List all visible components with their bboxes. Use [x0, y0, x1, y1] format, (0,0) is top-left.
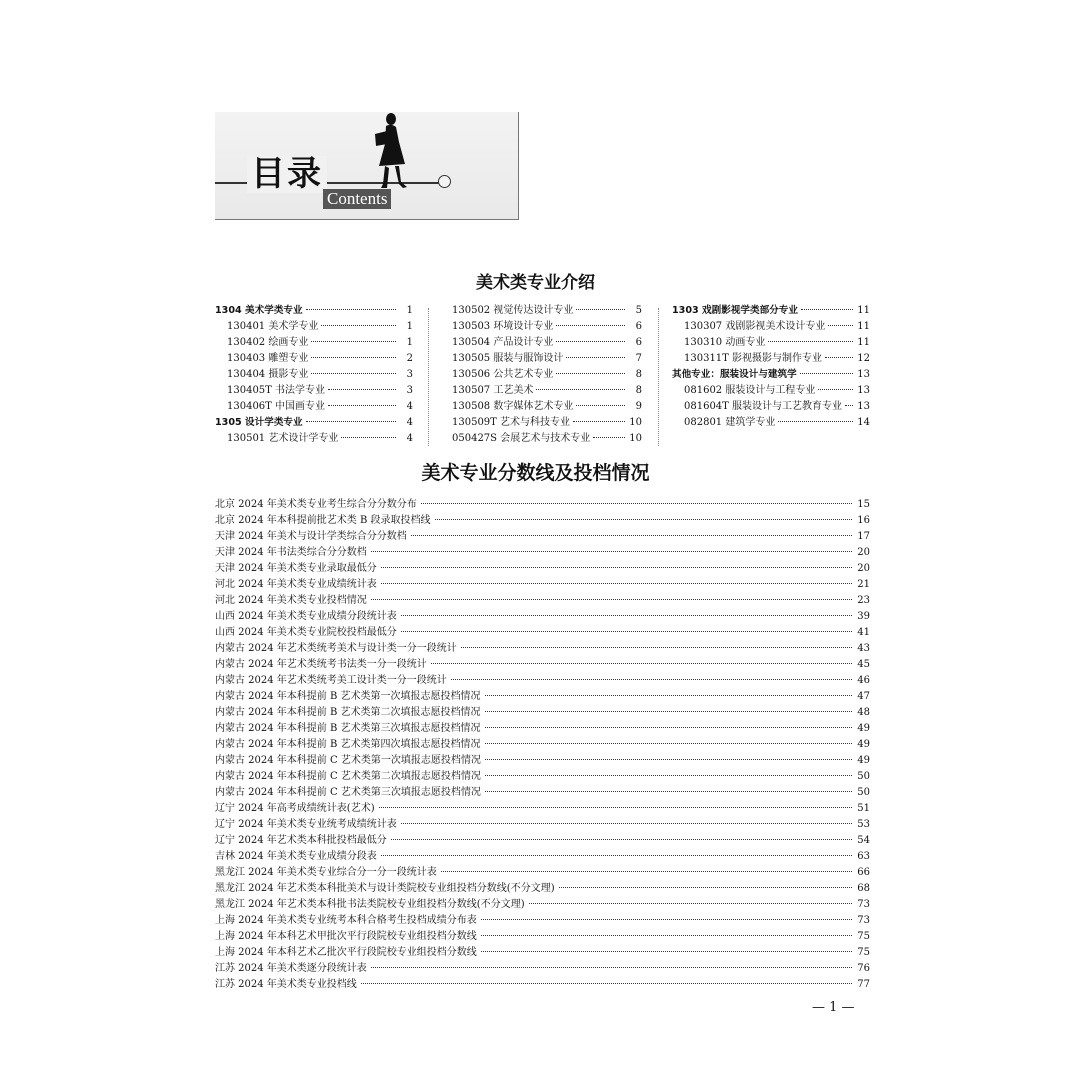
- toc-entry[interactable]: [215, 945, 870, 961]
- toc-entry-title: 北京 2024 年本科提前批艺术类 B 段录取投档线: [215, 515, 431, 526]
- dot-leader: [411, 535, 852, 536]
- dot-leader: [461, 647, 852, 648]
- toc-entry[interactable]: [215, 881, 870, 897]
- toc-entry-page: 8: [635, 385, 642, 396]
- dot-leader: [556, 373, 625, 374]
- toc-entry-page: 68: [857, 883, 870, 894]
- toc-entry-page: 46: [857, 675, 870, 686]
- toc-entry-page: 3: [406, 385, 413, 396]
- dot-leader: [381, 567, 852, 568]
- toc-entry-title: 河北 2024 年美术类专业成绩统计表: [215, 579, 377, 590]
- header-circle-ornament: [438, 175, 451, 188]
- toc-entry[interactable]: [215, 753, 870, 769]
- toc-entry[interactable]: [215, 769, 870, 785]
- toc-entry-page: 21: [857, 579, 870, 590]
- dot-leader: [566, 357, 625, 358]
- toc-entry-page: 8: [635, 369, 642, 380]
- dot-leader: [825, 357, 853, 358]
- toc-entry[interactable]: [215, 801, 870, 817]
- toc-entry[interactable]: [215, 705, 870, 721]
- toc-entry[interactable]: [215, 961, 870, 977]
- toc-entry-page: 47: [857, 691, 870, 702]
- toc-entry[interactable]: [215, 545, 870, 561]
- toc-entry-title: 山西 2024 年美术类专业院校投档最低分: [215, 627, 397, 638]
- toc-entry-page: 12: [857, 353, 870, 364]
- toc-entry-title: 130401 美术学专业: [227, 321, 319, 332]
- dot-leader: [485, 711, 852, 712]
- toc-entry-page: 9: [635, 401, 642, 412]
- dot-leader: [341, 437, 396, 438]
- toc-entry[interactable]: [215, 641, 870, 657]
- toc-entry-title: 黑龙江 2024 年艺术类本科批书法类院校专业组投档分数线(不分文理): [215, 899, 525, 910]
- toc-entry-page: 53: [857, 819, 870, 830]
- dot-leader: [481, 919, 852, 920]
- dot-leader: [485, 791, 852, 792]
- toc-entry[interactable]: [215, 737, 870, 753]
- toc-entry-page: 51: [857, 803, 870, 814]
- toc-entry[interactable]: [215, 561, 870, 577]
- dot-leader: [401, 631, 852, 632]
- toc-entry-title: 天津 2024 年美术与设计学类综合分分数档: [215, 531, 407, 542]
- toc-entry-page: 14: [857, 417, 870, 428]
- toc-entry-title: 河北 2024 年美术类专业投档情况: [215, 595, 367, 606]
- toc-column-3: [672, 303, 870, 431]
- toc-entry[interactable]: [215, 335, 413, 351]
- dot-leader: [451, 679, 852, 680]
- section1-title: 美术类专业介绍: [476, 273, 595, 293]
- dot-leader: [536, 389, 625, 390]
- toc-entry-title: 内蒙古 2024 年本科提前 C 艺术类第一次填报志愿投档情况: [215, 755, 481, 766]
- dot-leader: [371, 551, 852, 552]
- dot-leader: [381, 855, 852, 856]
- toc-entry-title: 130501 艺术设计学专业: [227, 433, 339, 444]
- toc-entry-title: 辽宁 2024 年艺术类本科批投档最低分: [215, 835, 387, 846]
- toc-entry-page: 50: [857, 771, 870, 782]
- toc-entry-title: 内蒙古 2024 年本科提前 B 艺术类第三次填报志愿投档情况: [215, 723, 481, 734]
- toc-entry-page: 6: [635, 337, 642, 348]
- page-number: — 1 —: [812, 1000, 855, 1015]
- toc-entry-title: 130504 产品设计专业: [452, 337, 554, 348]
- dot-leader: [311, 341, 396, 342]
- toc-entry[interactable]: [215, 689, 870, 705]
- dot-leader: [401, 615, 852, 616]
- dot-leader: [311, 373, 396, 374]
- toc-entry[interactable]: [215, 497, 870, 513]
- toc-entry-title: 黑龙江 2024 年艺术类本科批美术与设计类院校专业组投档分数线(不分文理): [215, 883, 555, 894]
- toc-entry[interactable]: [215, 625, 870, 641]
- toc-entry-page: 54: [857, 835, 870, 846]
- dot-leader: [556, 325, 625, 326]
- toc-entry-title: 江苏 2024 年美术类专业投档线: [215, 979, 357, 990]
- toc-entry[interactable]: [215, 431, 413, 447]
- toc-entry-title: 130403 雕塑专业: [227, 353, 309, 364]
- toc-entry[interactable]: [215, 977, 870, 993]
- toc-entry-page: 49: [857, 739, 870, 750]
- toc-entry-page: 4: [406, 417, 413, 428]
- section2-title: 美术专业分数线及投档情况: [421, 462, 650, 484]
- dot-leader: [481, 951, 852, 952]
- contents-header: [215, 112, 519, 220]
- contents-title-cn: 目录: [247, 156, 327, 193]
- toc-entry-title: 江苏 2024 年美术类逐分段统计表: [215, 963, 367, 974]
- toc-entry-title: 050427S 会展艺术与技术专业: [452, 433, 591, 444]
- toc-entry[interactable]: [215, 415, 413, 431]
- toc-entry[interactable]: [215, 817, 870, 833]
- toc-entry-title: 081604T 服装设计与工艺教育专业: [684, 401, 843, 412]
- toc-entry-page: 75: [857, 947, 870, 958]
- dot-leader: [828, 325, 853, 326]
- toc-entry-title: 内蒙古 2024 年艺术类统考美工设计类一分一段统计: [215, 675, 447, 686]
- toc-entry-title: 内蒙古 2024 年本科提前 B 艺术类第四次填报志愿投档情况: [215, 739, 481, 750]
- toc-entry[interactable]: [452, 303, 642, 319]
- toc-entry-title: 内蒙古 2024 年艺术类统考书法类一分一段统计: [215, 659, 427, 670]
- dot-leader: [485, 695, 852, 696]
- toc-entry-page: 15: [857, 499, 870, 510]
- toc-entry-title: 130505 服装与服饰设计: [452, 353, 564, 364]
- dot-leader: [481, 935, 852, 936]
- toc-entry-title: 内蒙古 2024 年本科提前 B 艺术类第一次填报志愿投档情况: [215, 691, 481, 702]
- toc-entry-title: 黑龙江 2024 年美术类专业综合分一分一段统计表: [215, 867, 437, 878]
- toc-entry-page: 13: [857, 369, 870, 380]
- toc-entry-title: 内蒙古 2024 年本科提前 B 艺术类第二次填报志愿投档情况: [215, 707, 481, 718]
- toc-entry[interactable]: [215, 849, 870, 865]
- toc-entry[interactable]: [215, 367, 413, 383]
- toc-entry-title: 北京 2024 年美术类专业考生综合分分数分布: [215, 499, 417, 510]
- toc-entry[interactable]: [215, 351, 413, 367]
- toc-entry-title: 130503 环境设计专业: [452, 321, 554, 332]
- dot-leader: [371, 599, 852, 600]
- toc-entry[interactable]: [215, 577, 870, 593]
- dot-leader: [485, 759, 852, 760]
- toc-entry-title: 上海 2024 年本科艺术乙批次平行段院校专业组投档分数线: [215, 947, 477, 958]
- dot-leader: [576, 405, 625, 406]
- toc-entry-title: 130405T 书法学专业: [227, 385, 326, 396]
- toc-entry-page: 17: [857, 531, 870, 542]
- dot-leader: [435, 519, 852, 520]
- toc-entry[interactable]: [672, 367, 870, 383]
- toc-entry-title: 内蒙古 2024 年本科提前 C 艺术类第三次填报志愿投档情况: [215, 787, 481, 798]
- toc-entry[interactable]: [452, 367, 642, 383]
- toc-entry[interactable]: [672, 319, 870, 335]
- toc-entry[interactable]: [452, 399, 642, 415]
- toc-entry-page: 41: [857, 627, 870, 638]
- toc-entry-page: 73: [857, 915, 870, 926]
- dot-leader: [311, 357, 396, 358]
- dot-leader: [485, 743, 852, 744]
- toc-entry-title: 1304 美术学类专业: [215, 305, 303, 316]
- toc-entry-title: 吉林 2024 年美术类专业成绩分段表: [215, 851, 377, 862]
- toc-entry-page: 50: [857, 787, 870, 798]
- toc-entry-page: 45: [857, 659, 870, 670]
- toc-entry-title: 130509T 艺术与科技专业: [452, 417, 571, 428]
- contents-title-en: Contents: [323, 189, 391, 209]
- toc-entry-title: 1305 设计学类专业: [215, 417, 303, 428]
- toc-entry-page: 49: [857, 723, 870, 734]
- dot-leader: [391, 839, 852, 840]
- toc-entry-page: 3: [406, 369, 413, 380]
- toc-entry-page: 4: [406, 401, 413, 412]
- toc-entry-title: 其他专业：服装设计与建筑学: [672, 369, 797, 380]
- toc-entry[interactable]: [215, 399, 413, 415]
- toc-entry-title: 辽宁 2024 年美术类专业统考成绩统计表: [215, 819, 397, 830]
- dot-leader: [768, 341, 853, 342]
- toc-entry[interactable]: [672, 415, 870, 431]
- toc-entry-page: 4: [406, 433, 413, 444]
- dot-leader: [431, 663, 852, 664]
- score-toc-list: [215, 497, 870, 993]
- column-divider: [658, 308, 659, 446]
- toc-entry[interactable]: [672, 351, 870, 367]
- toc-entry-page: 10: [629, 417, 642, 428]
- toc-entry[interactable]: [452, 415, 642, 431]
- toc-entry-page: 76: [857, 963, 870, 974]
- toc-entry-page: 39: [857, 611, 870, 622]
- toc-entry-page: 1: [406, 337, 413, 348]
- toc-entry-page: 11: [857, 321, 870, 332]
- toc-entry-page: 13: [857, 401, 870, 412]
- toc-entry-page: 6: [635, 321, 642, 332]
- toc-column-2: [452, 303, 642, 447]
- toc-entry-page: 11: [857, 337, 870, 348]
- toc-entry[interactable]: [672, 383, 870, 399]
- dot-leader: [778, 421, 853, 422]
- dot-leader: [818, 389, 853, 390]
- dot-leader: [576, 309, 625, 310]
- toc-entry[interactable]: [215, 673, 870, 689]
- dot-leader: [306, 421, 396, 422]
- reading-woman-silhouette-icon: [361, 112, 421, 192]
- toc-entry-title: 130507 工艺美术: [452, 385, 534, 396]
- toc-entry[interactable]: [452, 431, 642, 447]
- toc-entry-page: 23: [857, 595, 870, 606]
- toc-entry[interactable]: [215, 303, 413, 319]
- toc-entry-title: 天津 2024 年美术类专业录取最低分: [215, 563, 377, 574]
- toc-entry-page: 2: [406, 353, 413, 364]
- toc-entry-title: 天津 2024 年书法类综合分分数档: [215, 547, 367, 558]
- toc-entry-title: 130307 戏剧影视美术设计专业: [684, 321, 826, 332]
- dot-leader: [559, 887, 852, 888]
- dot-leader: [800, 373, 853, 374]
- dot-leader: [593, 437, 625, 438]
- dot-leader: [371, 967, 852, 968]
- toc-entry-title: 082801 建筑学专业: [684, 417, 776, 428]
- toc-entry[interactable]: [215, 609, 870, 625]
- dot-leader: [328, 405, 396, 406]
- toc-entry-title: 辽宁 2024 年高考成绩统计表(艺术): [215, 803, 375, 814]
- toc-entry[interactable]: [672, 399, 870, 415]
- toc-entry-title: 130502 视觉传达设计专业: [452, 305, 574, 316]
- dot-leader: [529, 903, 852, 904]
- toc-entry-page: 20: [857, 563, 870, 574]
- toc-entry-page: 75: [857, 931, 870, 942]
- toc-entry-title: 上海 2024 年本科艺术甲批次平行段院校专业组投档分数线: [215, 931, 477, 942]
- toc-entry-page: 1: [406, 305, 413, 316]
- toc-entry-title: 130506 公共艺术专业: [452, 369, 554, 380]
- toc-entry[interactable]: [215, 833, 870, 849]
- toc-entry-title: 130406T 中国画专业: [227, 401, 326, 412]
- toc-entry-page: 66: [857, 867, 870, 878]
- toc-entry-title: 081602 服装设计与工程专业: [684, 385, 816, 396]
- toc-entry[interactable]: [672, 335, 870, 351]
- dot-leader: [321, 325, 396, 326]
- toc-entry-title: 130404 摄影专业: [227, 369, 309, 380]
- toc-entry-page: 10: [629, 433, 642, 444]
- toc-entry-title: 上海 2024 年美术类专业统考本科合格考生投档成绩分布表: [215, 915, 477, 926]
- toc-entry-page: 77: [857, 979, 870, 990]
- toc-entry-page: 7: [635, 353, 642, 364]
- toc-entry[interactable]: [215, 913, 870, 929]
- toc-entry-title: 130311T 影视摄影与制作专业: [684, 353, 823, 364]
- dot-leader: [421, 503, 852, 504]
- toc-entry[interactable]: [215, 513, 870, 529]
- dot-leader: [441, 871, 852, 872]
- toc-entry[interactable]: [452, 319, 642, 335]
- toc-entry[interactable]: [215, 593, 870, 609]
- dot-leader: [306, 309, 396, 310]
- toc-entry-title: 内蒙古 2024 年本科提前 C 艺术类第二次填报志愿投档情况: [215, 771, 481, 782]
- toc-entry[interactable]: [452, 383, 642, 399]
- toc-entry[interactable]: [452, 351, 642, 367]
- toc-entry[interactable]: [215, 929, 870, 945]
- toc-entry[interactable]: [215, 865, 870, 881]
- dot-leader: [379, 807, 852, 808]
- toc-entry-page: 49: [857, 755, 870, 766]
- toc-entry-page: 13: [857, 385, 870, 396]
- toc-entry[interactable]: [215, 785, 870, 801]
- toc-entry-title: 1303 戏剧影视学类部分专业: [672, 305, 798, 316]
- toc-entry-title: 内蒙古 2024 年艺术类统考美术与设计类一分一段统计: [215, 643, 457, 654]
- dot-leader: [801, 309, 853, 310]
- toc-entry[interactable]: [215, 657, 870, 673]
- dot-leader: [361, 983, 852, 984]
- toc-entry[interactable]: [215, 529, 870, 545]
- toc-entry[interactable]: [452, 335, 642, 351]
- dot-leader: [381, 583, 852, 584]
- dot-leader: [401, 823, 852, 824]
- dot-leader: [573, 421, 625, 422]
- dot-leader: [328, 389, 396, 390]
- toc-entry-title: 130508 数字媒体艺术专业: [452, 401, 574, 412]
- toc-entry-title: 130310 动画专业: [684, 337, 766, 348]
- toc-entry[interactable]: [215, 383, 413, 399]
- toc-entry-page: 73: [857, 899, 870, 910]
- dot-leader: [485, 727, 852, 728]
- toc-entry[interactable]: [215, 721, 870, 737]
- toc-entry-title: 130402 绘画专业: [227, 337, 309, 348]
- dot-leader: [485, 775, 852, 776]
- toc-entry-page: 11: [857, 305, 870, 316]
- toc-entry-title: 山西 2024 年美术类专业成绩分段统计表: [215, 611, 397, 622]
- toc-entry-page: 20: [857, 547, 870, 558]
- toc-entry[interactable]: [672, 303, 870, 319]
- toc-entry-page: 1: [406, 321, 413, 332]
- toc-entry-page: 43: [857, 643, 870, 654]
- dot-leader: [845, 405, 853, 406]
- toc-entry[interactable]: [215, 897, 870, 913]
- toc-entry-page: 63: [857, 851, 870, 862]
- toc-column-1: [215, 303, 413, 447]
- toc-entry[interactable]: [215, 319, 413, 335]
- toc-entry-page: 5: [635, 305, 642, 316]
- column-divider: [428, 308, 429, 446]
- dot-leader: [556, 341, 625, 342]
- toc-entry-page: 48: [857, 707, 870, 718]
- toc-entry-page: 16: [857, 515, 870, 526]
